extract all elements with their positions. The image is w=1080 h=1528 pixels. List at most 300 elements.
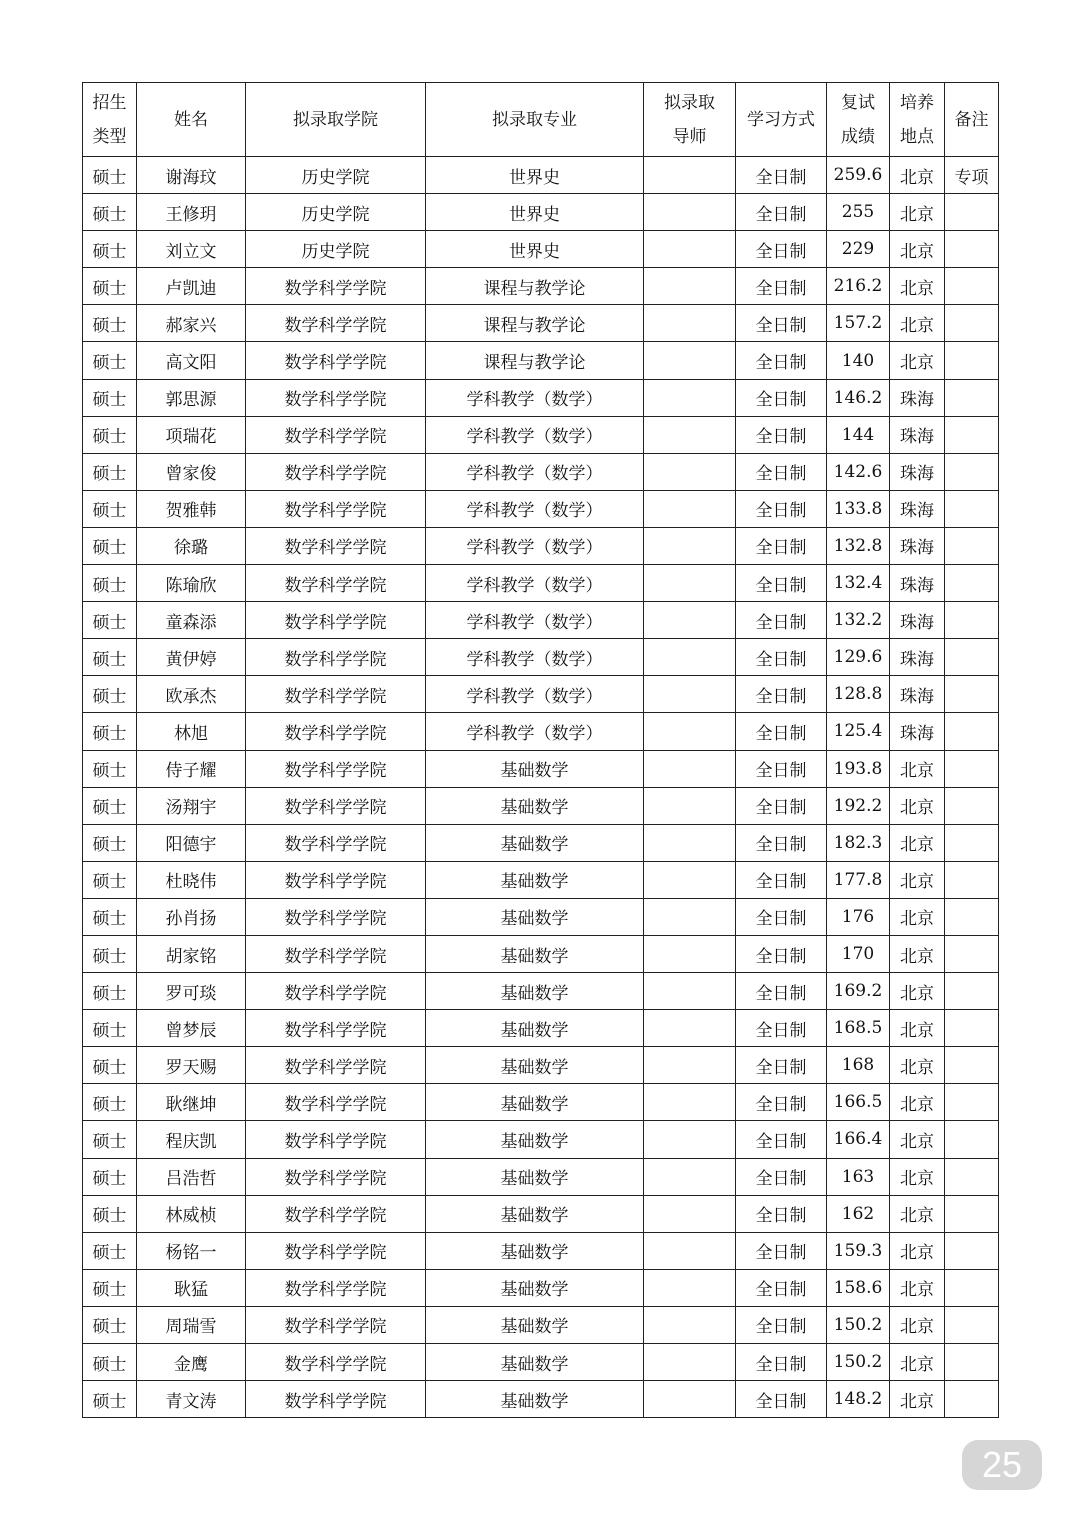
cell-score: 158.6 <box>827 1269 890 1306</box>
cell-mode: 全日制 <box>736 898 827 935</box>
table-row <box>83 194 999 231</box>
cell-location: 珠海 <box>890 713 945 750</box>
cell-type: 硕士 <box>83 1232 137 1269</box>
cell-location: 珠海 <box>890 416 945 453</box>
table-row <box>83 787 999 824</box>
cell-type: 硕士 <box>83 676 137 713</box>
cell-college: 数学科学学院 <box>246 453 426 490</box>
cell-major: 基础数学 <box>426 898 644 935</box>
cell-mode: 全日制 <box>736 1306 827 1343</box>
cell-location: 珠海 <box>890 527 945 564</box>
cell-college: 数学科学学院 <box>246 750 426 787</box>
table-row <box>83 1010 999 1047</box>
cell-location: 北京 <box>890 1010 945 1047</box>
cell-advisor <box>644 935 736 972</box>
cell-note <box>945 1195 999 1232</box>
cell-major: 学科教学（数学） <box>426 602 644 639</box>
table-row <box>83 750 999 787</box>
cell-name: 侍子耀 <box>137 750 246 787</box>
cell-mode: 全日制 <box>736 824 827 861</box>
cell-advisor <box>644 1232 736 1269</box>
cell-score: 132.4 <box>827 565 890 602</box>
cell-mode: 全日制 <box>736 973 827 1010</box>
cell-mode: 全日制 <box>736 453 827 490</box>
table-row <box>83 305 999 342</box>
table-body <box>83 157 999 1418</box>
cell-note <box>945 1158 999 1195</box>
table-row <box>83 231 999 268</box>
cell-score: 162 <box>827 1195 890 1232</box>
cell-location: 北京 <box>890 935 945 972</box>
cell-major: 基础数学 <box>426 935 644 972</box>
cell-mode: 全日制 <box>736 231 827 268</box>
cell-location: 北京 <box>890 1047 945 1084</box>
cell-score: 129.6 <box>827 639 890 676</box>
cell-score: 128.8 <box>827 676 890 713</box>
cell-score: 125.4 <box>827 713 890 750</box>
cell-score: 168 <box>827 1047 890 1084</box>
cell-mode: 全日制 <box>736 639 827 676</box>
header-college: 拟录取学院 <box>246 83 426 157</box>
cell-name: 谢海玟 <box>137 157 246 194</box>
cell-score: 168.5 <box>827 1010 890 1047</box>
cell-location: 珠海 <box>890 602 945 639</box>
cell-name: 孙肖扬 <box>137 898 246 935</box>
cell-type: 硕士 <box>83 973 137 1010</box>
cell-location: 北京 <box>890 157 945 194</box>
cell-score: 255 <box>827 194 890 231</box>
cell-major: 基础数学 <box>426 1344 644 1381</box>
cell-type: 硕士 <box>83 268 137 305</box>
cell-name: 金鹰 <box>137 1344 246 1381</box>
cell-note <box>945 1381 999 1418</box>
cell-score: 182.3 <box>827 824 890 861</box>
cell-college: 历史学院 <box>246 157 426 194</box>
cell-advisor <box>644 342 736 379</box>
cell-note <box>945 602 999 639</box>
cell-location: 北京 <box>890 1195 945 1232</box>
cell-note <box>945 1306 999 1343</box>
cell-score: 150.2 <box>827 1344 890 1381</box>
cell-college: 数学科学学院 <box>246 1344 426 1381</box>
cell-type: 硕士 <box>83 602 137 639</box>
cell-name: 耿猛 <box>137 1269 246 1306</box>
cell-advisor <box>644 639 736 676</box>
table-row <box>83 1084 999 1121</box>
cell-name: 曾家俊 <box>137 453 246 490</box>
cell-note <box>945 1047 999 1084</box>
table-row <box>83 379 999 416</box>
cell-college: 数学科学学院 <box>246 565 426 602</box>
cell-type: 硕士 <box>83 453 137 490</box>
cell-note <box>945 787 999 824</box>
table-row <box>83 1121 999 1158</box>
cell-mode: 全日制 <box>736 1047 827 1084</box>
cell-major: 基础数学 <box>426 1047 644 1084</box>
cell-note <box>945 639 999 676</box>
table-row <box>83 416 999 453</box>
cell-score: 148.2 <box>827 1381 890 1418</box>
cell-score: 176 <box>827 898 890 935</box>
cell-score: 144 <box>827 416 890 453</box>
cell-score: 170 <box>827 935 890 972</box>
cell-type: 硕士 <box>83 231 137 268</box>
cell-college: 数学科学学院 <box>246 1269 426 1306</box>
cell-major: 学科教学（数学） <box>426 416 644 453</box>
cell-major: 基础数学 <box>426 973 644 1010</box>
cell-mode: 全日制 <box>736 676 827 713</box>
cell-name: 罗可琰 <box>137 973 246 1010</box>
cell-location: 北京 <box>890 1306 945 1343</box>
cell-score: 132.8 <box>827 527 890 564</box>
cell-major: 世界史 <box>426 157 644 194</box>
table-row <box>83 824 999 861</box>
cell-college: 数学科学学院 <box>246 898 426 935</box>
cell-name: 吕浩哲 <box>137 1158 246 1195</box>
table-row <box>83 1344 999 1381</box>
cell-mode: 全日制 <box>736 1121 827 1158</box>
cell-college: 数学科学学院 <box>246 1010 426 1047</box>
header-score: 复试 成绩 <box>827 83 890 157</box>
cell-college: 数学科学学院 <box>246 602 426 639</box>
cell-type: 硕士 <box>83 527 137 564</box>
cell-mode: 全日制 <box>736 305 827 342</box>
cell-location: 北京 <box>890 1121 945 1158</box>
cell-location: 北京 <box>890 1084 945 1121</box>
header-mode: 学习方式 <box>736 83 827 157</box>
cell-advisor <box>644 527 736 564</box>
cell-major: 基础数学 <box>426 1381 644 1418</box>
table-row <box>83 602 999 639</box>
cell-advisor <box>644 194 736 231</box>
cell-note <box>945 268 999 305</box>
table-row <box>83 1232 999 1269</box>
header-location: 培养 地点 <box>890 83 945 157</box>
cell-note <box>945 861 999 898</box>
cell-mode: 全日制 <box>736 157 827 194</box>
cell-note <box>945 416 999 453</box>
cell-note <box>945 342 999 379</box>
cell-major: 基础数学 <box>426 1010 644 1047</box>
cell-advisor <box>644 750 736 787</box>
cell-advisor <box>644 1158 736 1195</box>
table-row <box>83 453 999 490</box>
cell-note: 专项 <box>945 157 999 194</box>
cell-type: 硕士 <box>83 379 137 416</box>
cell-type: 硕士 <box>83 898 137 935</box>
cell-major: 学科教学（数学） <box>426 453 644 490</box>
table-row <box>83 565 999 602</box>
cell-type: 硕士 <box>83 787 137 824</box>
cell-advisor <box>644 490 736 527</box>
cell-type: 硕士 <box>83 1269 137 1306</box>
cell-name: 卢凯迪 <box>137 268 246 305</box>
cell-location: 珠海 <box>890 490 945 527</box>
cell-advisor <box>644 676 736 713</box>
cell-note <box>945 453 999 490</box>
cell-note <box>945 1344 999 1381</box>
cell-name: 阳德宇 <box>137 824 246 861</box>
cell-major: 基础数学 <box>426 1121 644 1158</box>
cell-advisor <box>644 713 736 750</box>
table-row <box>83 861 999 898</box>
cell-note <box>945 305 999 342</box>
table-row <box>83 1195 999 1232</box>
cell-major: 课程与教学论 <box>426 268 644 305</box>
cell-type: 硕士 <box>83 194 137 231</box>
cell-location: 北京 <box>890 787 945 824</box>
cell-name: 青文涛 <box>137 1381 246 1418</box>
cell-note <box>945 824 999 861</box>
cell-college: 数学科学学院 <box>246 935 426 972</box>
cell-mode: 全日制 <box>736 1158 827 1195</box>
cell-type: 硕士 <box>83 824 137 861</box>
cell-score: 166.5 <box>827 1084 890 1121</box>
cell-advisor <box>644 379 736 416</box>
cell-advisor <box>644 231 736 268</box>
cell-advisor <box>644 1121 736 1158</box>
cell-type: 硕士 <box>83 1121 137 1158</box>
table-row <box>83 1381 999 1418</box>
page-number-badge: 25 <box>962 1440 1042 1490</box>
cell-location: 北京 <box>890 750 945 787</box>
cell-type: 硕士 <box>83 416 137 453</box>
cell-location: 北京 <box>890 231 945 268</box>
cell-note <box>945 935 999 972</box>
table-row <box>83 490 999 527</box>
cell-college: 历史学院 <box>246 231 426 268</box>
table-row <box>83 1306 999 1343</box>
cell-major: 基础数学 <box>426 1158 644 1195</box>
cell-type: 硕士 <box>83 490 137 527</box>
cell-name: 汤翔宇 <box>137 787 246 824</box>
table-row <box>83 935 999 972</box>
cell-mode: 全日制 <box>736 1232 827 1269</box>
cell-note <box>945 490 999 527</box>
cell-college: 数学科学学院 <box>246 861 426 898</box>
cell-score: 159.3 <box>827 1232 890 1269</box>
cell-note <box>945 231 999 268</box>
cell-advisor <box>644 1010 736 1047</box>
cell-mode: 全日制 <box>736 787 827 824</box>
cell-major: 学科教学（数学） <box>426 565 644 602</box>
cell-advisor <box>644 1195 736 1232</box>
cell-type: 硕士 <box>83 1344 137 1381</box>
cell-college: 数学科学学院 <box>246 416 426 453</box>
cell-major: 学科教学（数学） <box>426 676 644 713</box>
table-row <box>83 342 999 379</box>
cell-major: 世界史 <box>426 194 644 231</box>
cell-location: 北京 <box>890 1381 945 1418</box>
cell-type: 硕士 <box>83 305 137 342</box>
cell-advisor <box>644 861 736 898</box>
cell-major: 学科教学（数学） <box>426 490 644 527</box>
cell-name: 项瑞花 <box>137 416 246 453</box>
cell-advisor <box>644 1381 736 1418</box>
cell-type: 硕士 <box>83 1010 137 1047</box>
cell-type: 硕士 <box>83 1381 137 1418</box>
cell-college: 数学科学学院 <box>246 1232 426 1269</box>
cell-major: 基础数学 <box>426 1232 644 1269</box>
cell-mode: 全日制 <box>736 527 827 564</box>
cell-score: 146.2 <box>827 379 890 416</box>
cell-college: 数学科学学院 <box>246 639 426 676</box>
table-row <box>83 639 999 676</box>
cell-mode: 全日制 <box>736 194 827 231</box>
cell-advisor <box>644 416 736 453</box>
cell-type: 硕士 <box>83 935 137 972</box>
cell-name: 耿继坤 <box>137 1084 246 1121</box>
cell-note <box>945 379 999 416</box>
cell-note <box>945 898 999 935</box>
cell-mode: 全日制 <box>736 1195 827 1232</box>
cell-mode: 全日制 <box>736 861 827 898</box>
cell-score: 132.2 <box>827 602 890 639</box>
table-row <box>83 676 999 713</box>
cell-note <box>945 750 999 787</box>
cell-score: 216.2 <box>827 268 890 305</box>
cell-location: 北京 <box>890 268 945 305</box>
cell-name: 曾梦辰 <box>137 1010 246 1047</box>
cell-type: 硕士 <box>83 342 137 379</box>
cell-name: 郝家兴 <box>137 305 246 342</box>
cell-mode: 全日制 <box>736 342 827 379</box>
cell-score: 157.2 <box>827 305 890 342</box>
header-major: 拟录取专业 <box>426 83 644 157</box>
cell-note <box>945 1232 999 1269</box>
table-row <box>83 268 999 305</box>
cell-note <box>945 973 999 1010</box>
header-advisor: 拟录取 导师 <box>644 83 736 157</box>
cell-major: 基础数学 <box>426 787 644 824</box>
cell-mode: 全日制 <box>736 713 827 750</box>
cell-name: 欧承杰 <box>137 676 246 713</box>
cell-major: 基础数学 <box>426 861 644 898</box>
cell-major: 基础数学 <box>426 1306 644 1343</box>
cell-college: 数学科学学院 <box>246 1084 426 1121</box>
cell-location: 北京 <box>890 1269 945 1306</box>
cell-major: 世界史 <box>426 231 644 268</box>
cell-major: 基础数学 <box>426 750 644 787</box>
header-type: 招生 类型 <box>83 83 137 157</box>
table-row <box>83 157 999 194</box>
cell-name: 徐璐 <box>137 527 246 564</box>
cell-mode: 全日制 <box>736 935 827 972</box>
cell-major: 课程与教学论 <box>426 305 644 342</box>
cell-major: 基础数学 <box>426 1269 644 1306</box>
cell-type: 硕士 <box>83 565 137 602</box>
cell-advisor <box>644 157 736 194</box>
cell-advisor <box>644 1269 736 1306</box>
cell-advisor <box>644 898 736 935</box>
cell-college: 数学科学学院 <box>246 1121 426 1158</box>
cell-type: 硕士 <box>83 861 137 898</box>
admission-table <box>82 82 999 1418</box>
cell-major: 基础数学 <box>426 1084 644 1121</box>
cell-major: 基础数学 <box>426 1195 644 1232</box>
cell-note <box>945 1269 999 1306</box>
cell-mode: 全日制 <box>736 1381 827 1418</box>
cell-college: 数学科学学院 <box>246 342 426 379</box>
table-row <box>83 1158 999 1195</box>
cell-score: 133.8 <box>827 490 890 527</box>
cell-name: 童森添 <box>137 602 246 639</box>
cell-score: 166.4 <box>827 1121 890 1158</box>
cell-name: 王修玥 <box>137 194 246 231</box>
cell-location: 北京 <box>890 1344 945 1381</box>
cell-score: 142.6 <box>827 453 890 490</box>
cell-note <box>945 1010 999 1047</box>
cell-college: 数学科学学院 <box>246 1381 426 1418</box>
cell-note <box>945 527 999 564</box>
table-row <box>83 898 999 935</box>
header-note: 备注 <box>945 83 999 157</box>
cell-score: 192.2 <box>827 787 890 824</box>
cell-score: 150.2 <box>827 1306 890 1343</box>
cell-name: 杜晓伟 <box>137 861 246 898</box>
cell-note <box>945 713 999 750</box>
cell-location: 北京 <box>890 1158 945 1195</box>
cell-location: 北京 <box>890 305 945 342</box>
cell-mode: 全日制 <box>736 1010 827 1047</box>
cell-major: 学科教学（数学） <box>426 379 644 416</box>
table-row <box>83 527 999 564</box>
cell-college: 数学科学学院 <box>246 379 426 416</box>
cell-mode: 全日制 <box>736 565 827 602</box>
cell-score: 259.6 <box>827 157 890 194</box>
cell-mode: 全日制 <box>736 1269 827 1306</box>
cell-name: 高文阳 <box>137 342 246 379</box>
cell-location: 北京 <box>890 898 945 935</box>
cell-location: 珠海 <box>890 676 945 713</box>
cell-location: 北京 <box>890 194 945 231</box>
cell-mode: 全日制 <box>736 416 827 453</box>
cell-college: 数学科学学院 <box>246 305 426 342</box>
cell-college: 数学科学学院 <box>246 676 426 713</box>
cell-name: 陈瑜欣 <box>137 565 246 602</box>
cell-score: 169.2 <box>827 973 890 1010</box>
cell-type: 硕士 <box>83 713 137 750</box>
cell-score: 193.8 <box>827 750 890 787</box>
cell-advisor <box>644 268 736 305</box>
cell-major: 学科教学（数学） <box>426 639 644 676</box>
cell-type: 硕士 <box>83 1195 137 1232</box>
cell-college: 数学科学学院 <box>246 973 426 1010</box>
header-name: 姓名 <box>137 83 246 157</box>
cell-type: 硕士 <box>83 1158 137 1195</box>
cell-name: 郭思源 <box>137 379 246 416</box>
cell-mode: 全日制 <box>736 750 827 787</box>
cell-score: 163 <box>827 1158 890 1195</box>
cell-location: 北京 <box>890 824 945 861</box>
cell-type: 硕士 <box>83 1084 137 1121</box>
cell-advisor <box>644 453 736 490</box>
cell-name: 罗天赐 <box>137 1047 246 1084</box>
cell-college: 数学科学学院 <box>246 268 426 305</box>
cell-location: 珠海 <box>890 639 945 676</box>
cell-advisor <box>644 1344 736 1381</box>
cell-location: 北京 <box>890 973 945 1010</box>
cell-college: 数学科学学院 <box>246 713 426 750</box>
cell-advisor <box>644 305 736 342</box>
cell-college: 数学科学学院 <box>246 1158 426 1195</box>
cell-college: 数学科学学院 <box>246 1306 426 1343</box>
cell-advisor <box>644 824 736 861</box>
cell-mode: 全日制 <box>736 268 827 305</box>
cell-college: 数学科学学院 <box>246 1195 426 1232</box>
cell-type: 硕士 <box>83 639 137 676</box>
cell-name: 刘立文 <box>137 231 246 268</box>
